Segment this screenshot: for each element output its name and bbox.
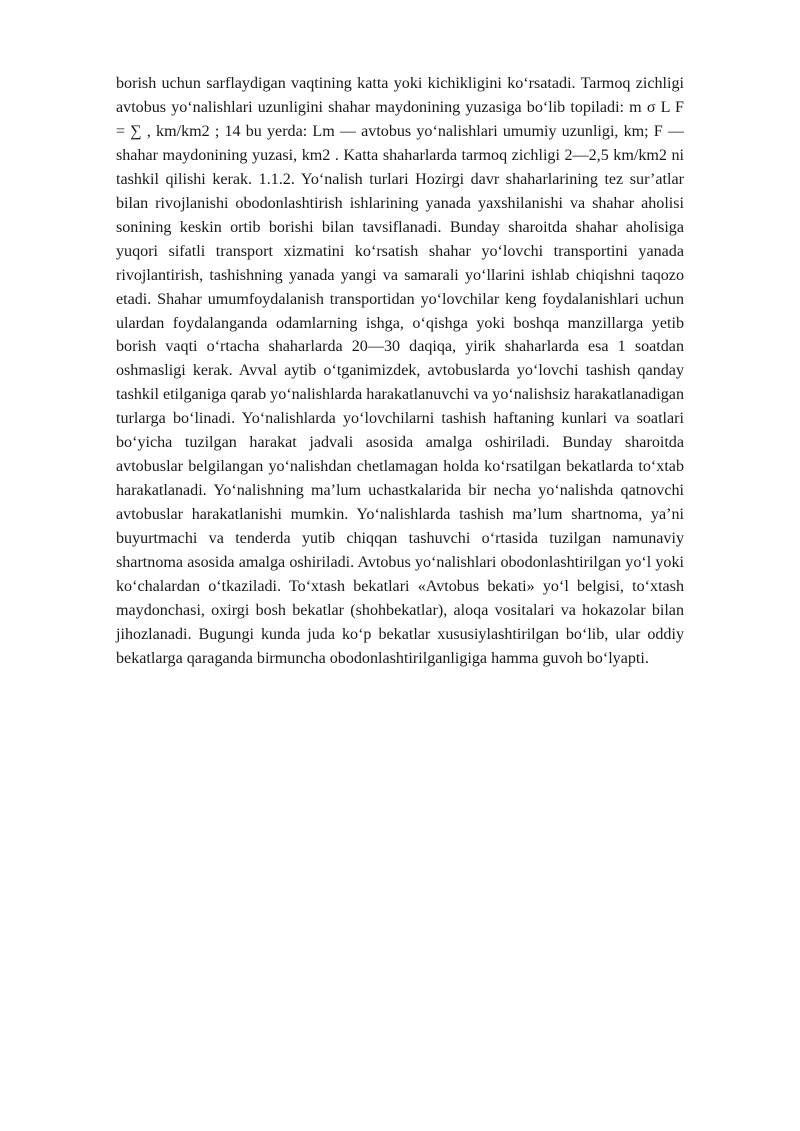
body-paragraph: borish uchun sarflaydigan vaqtining katta yoki kichikligini ko‘rsatadi. Tarmoq zichligi avtobus yo‘nalishlari uzunligini shahar maydonining yuzasiga bo‘lib topiladi: m σ L F = ∑ , km/km2 ; 14 bu yerda: Lm — avtobus yo‘nalishlari umumiy uzunligi, km; F — shahar maydonining yuzasi, km2 . Katta shaharlarda tarmoq zichligi 2—2,5 km/km2 ni tashkil qilishi kerak. 1.1.2. Yo‘nalish turlari Hozirgi davr shaharlarining tez sur’atlar bilan rivojlanishi obodonlashtirish ishlarining yanada yaxshilanishi va shahar aholisi sonining keskin ortib borishi bilan tavsiflanadi. Bunday sharoitda shahar aholisiga yuqori sifatli transport xizmatini ko‘rsatish shahar yo‘lovchi transportini yanada rivojlantirish, tashishning yanada yangi va samarali yo‘llarini ishlab chiqishni taqozo etadi. Shahar umumfoydalanish transportidan yo‘lovchilar keng foydalanishlari uchun ulardan foydalanganda odamlarning ishga, o‘qishga yoki boshqa manzillarga yetib borish vaqti o‘rtacha shaharlarda 20—30 daqiqa, yirik shaharlarda esa 1 soatdan oshmasligi kerak. Avval aytib o‘tganimizdek, avtobuslarda yo‘lovchi tashish qanday tashkil etilganiga qarab yo‘nalishlarda harakatlanuvchi va yo‘nalishsiz harakatlanadigan turlarga bo‘linadi. Yo‘nalishlarda yo‘lovchilarni tashish haftaning kunlari va soatlari bo‘yicha tuzilgan harakat jadvali asosida amalga oshiriladi. Bunday sharoitda avtobuslar belgilangan yo‘nalishdan chetlamagan holda ko‘rsatilgan bekatlarda to‘xtab harakatlanadi. Yo‘nalishning ma’lum uchastkalarida bir necha yo‘nalishda qatnovchi avtobuslar harakatlanishi mumkin. Yo‘nalishlarda tashish ma’lum shartnoma, ya’ni buyurtmachi va tenderda yutib chiqqan tashuvchi o‘rtasida tuzilgan namunaviy shartnoma asosida amalga oshiriladi. Avtobus yo‘nalishlari obodonlashtirilgan yo‘l yoki ko‘chalardan o‘tkaziladi. To‘xtash bekatlari «Avtobus bekati» yo‘l belgisi, to‘xtash maydonchasi, oxirgi bosh bekatlar (shohbekatlar), aloqa vositalari va hokazolar bilan jihozlanadi. Bugungi kunda juda ko‘p bekatlar xususiylashtirilgan bo‘lib, ular oddiy bekatlarga qaraganda birmuncha obodonlashtirilganligiga hamma guvoh bo‘lyapti. <box>116 75 684 667</box>
